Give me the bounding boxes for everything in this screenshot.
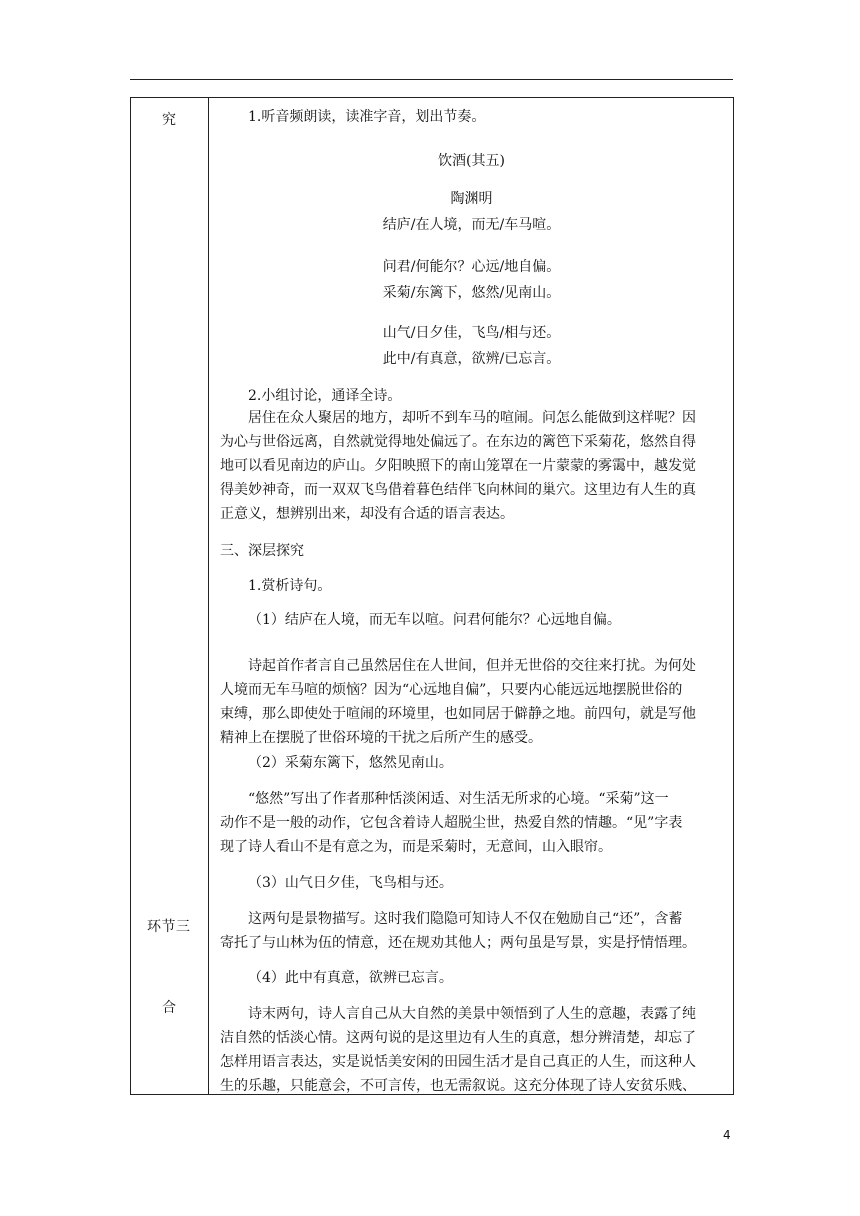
answer-3-line: 这两句是景物描写。这时我们隐隐可知诗人不仅在勉励自己“还”，含蓄 bbox=[248, 911, 683, 927]
left-label-section: 环节三 bbox=[147, 919, 191, 935]
item-discuss: 2.小组讨论，通译全诗。 bbox=[248, 388, 402, 404]
answer-4-line: 诗末两句，诗人言自己从大自然的美景中领悟到了人生的意趣，表露了纯 bbox=[248, 1006, 696, 1022]
poem-line: 结庐/在人境，而无/车马喧。 bbox=[382, 217, 561, 233]
answer-1-line: 诗起首作者言自己虽然居住在人世间，但并无世俗的交往来打扰。为何处 bbox=[248, 658, 696, 674]
answer-4-line: 怎样用语言表达，实是说恬美安闲的田园生活才是自己真正的人生，而这种人 bbox=[220, 1054, 696, 1070]
answer-3-line: 寄托了与山林为伍的情意，还在规劝其他人；两句虽是写景，实是抒情悟理。 bbox=[220, 935, 696, 951]
lesson-table bbox=[130, 97, 734, 1095]
answer-2-line: 现了诗人看山不是有意之为，而是采菊时，无意间，山入眼帘。 bbox=[220, 839, 612, 855]
item-appreciate: 1.赏析诗句。 bbox=[248, 578, 332, 594]
translation-line: 为心与世俗远离，自然就觉得地处偏远了。在东边的篱笆下采菊花，悠然自得 bbox=[220, 434, 696, 450]
item-listen: 1.听音频朗读，读准字音，划出节奏。 bbox=[248, 109, 486, 125]
poem-line: 山气/日夕佳，飞鸟/相与还。 bbox=[382, 325, 561, 341]
answer-4-line: 生的乐趣，只能意会，不可言传，也无需叙说。这充分体现了诗人安贫乐贱、 bbox=[220, 1078, 696, 1094]
answer-1-line: 精神上在摆脱了世俗环境的干扰之后所产生的感受。 bbox=[220, 730, 542, 746]
question-1: （1）结庐在人境，而无车以喧。问君何能尔？心远地自偏。 bbox=[248, 612, 621, 628]
poem-line: 问君/何能尔？心远/地自偏。 bbox=[382, 259, 561, 275]
answer-1-line: 束缚，那么即使处于喧闹的环境里，也如同居于僻静之地。前四句，就是写他 bbox=[220, 706, 696, 722]
question-4: （4）此中有真意，欲辨已忘言。 bbox=[248, 970, 453, 986]
question-3: （3）山气日夕佳，飞鸟相与还。 bbox=[248, 875, 453, 891]
question-2: （2）采菊东篱下，悠然见南山。 bbox=[248, 755, 453, 771]
left-label-bottom: 合 bbox=[162, 1000, 177, 1016]
section-heading: 三、深层探究 bbox=[220, 543, 304, 559]
left-label-top: 究 bbox=[162, 112, 177, 128]
answer-1-line: 人境而无车马喧的烦恼？因为“心远地自偏”，只要内心能远远地摆脱世俗的 bbox=[220, 682, 683, 698]
answer-2-line: 动作不是一般的动作，它包含着诗人超脱尘世，热爱自然的情趣。“见”字表 bbox=[220, 815, 683, 831]
answer-2-line: “悠然”写出了作者那种恬淡闲适、对生活无所求的心境。“采菊”这一 bbox=[248, 791, 669, 807]
poem-line: 此中/有真意，欲辨/已忘言。 bbox=[382, 351, 561, 367]
translation-line: 居住在众人聚居的地方，却听不到车马的喧闹。问怎么能做到这样呢？因 bbox=[248, 410, 696, 426]
poem-title: 饮酒(其五) bbox=[438, 153, 505, 169]
translation-line: 得美妙神奇，而一双双飞鸟借着暮色结伴飞向林间的巢穴。这里边有人生的真 bbox=[220, 482, 696, 498]
translation-line: 地可以看见南边的庐山。夕阳映照下的南山笼罩在一片蒙蒙的雾霭中，越发觉 bbox=[220, 458, 696, 474]
poem-author: 陶渊明 bbox=[450, 191, 493, 207]
translation-line: 正意义，想辨别出来，却没有合适的语言表达。 bbox=[220, 506, 514, 522]
column-divider bbox=[208, 98, 209, 1094]
poem-line: 采菊/东篱下，悠然/见南山。 bbox=[382, 285, 561, 301]
page-number: 4 bbox=[723, 1128, 731, 1142]
header-rule bbox=[130, 79, 733, 80]
answer-4-line: 洁自然的恬淡心情。这两句说的是这里边有人生的真意，想分辨清楚，却忘了 bbox=[220, 1030, 696, 1046]
